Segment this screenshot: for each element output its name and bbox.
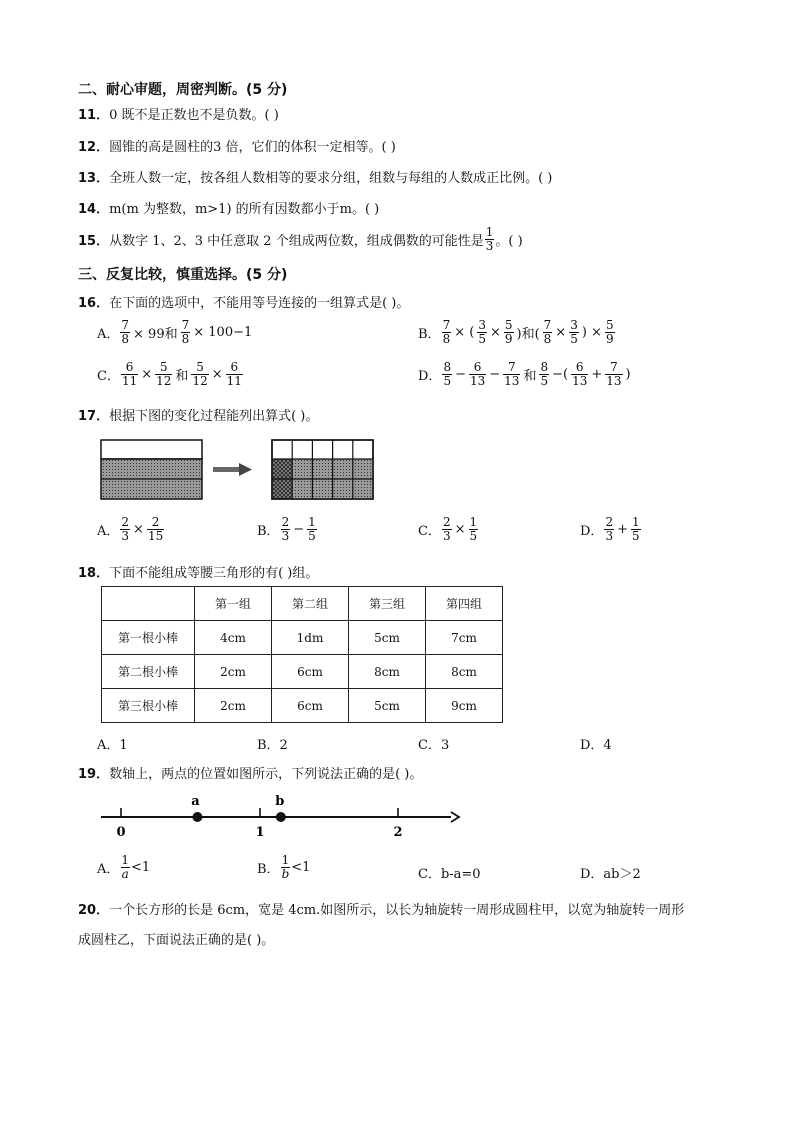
- option-19a[interactable]: A． $\frac{1}{a}$ <1: [97, 853, 151, 881]
- table-cell: 9cm: [426, 689, 503, 723]
- table-header: 第一组: [195, 587, 272, 621]
- question-number: 15．: [78, 234, 110, 249]
- option-19c[interactable]: C．b-a=0: [418, 867, 481, 882]
- table-cell: 8cm: [349, 655, 426, 689]
- option-18d[interactable]: D．4: [580, 738, 612, 753]
- question-number: 11．: [78, 108, 110, 123]
- arrow-icon: [213, 463, 252, 476]
- question-text: 一个长方形的长是 6cm，宽是 4cm.如图所示，以长为轴旋转一周形成圆柱甲，以宽为轴旋转一周形: [109, 903, 685, 918]
- point-a-label: a: [191, 794, 200, 809]
- table-cell: 1dm: [272, 621, 349, 655]
- option-18c[interactable]: C．3: [418, 738, 450, 753]
- fraction: $\frac{1}{3}$: [485, 225, 494, 253]
- tick-label-1: 1: [255, 825, 265, 840]
- question-text: 根据下图的变化过程能列出算式( )。: [109, 409, 319, 424]
- table-row: [102, 621, 503, 655]
- table-cell: 5cm: [349, 689, 426, 723]
- question-text: 下面不能组成等腰三角形的有( )组。: [109, 566, 319, 581]
- table-cell: 2cm: [195, 655, 272, 689]
- question-18: [78, 562, 318, 581]
- table-cell: [102, 587, 195, 621]
- question-16: [78, 292, 409, 311]
- question-text: 从数字 1、2、3 中任意取 2 个组成两位数，组成偶数的可能性是: [109, 234, 484, 249]
- table-cell: 5cm: [349, 621, 426, 655]
- question-text-end: 。( ): [495, 234, 523, 249]
- option-17a[interactable]: A． $\frac{2}{3}$ × $\frac{2}{15}$: [97, 515, 164, 543]
- question-text: 圆锥的高是圆柱的3 倍，它们的体积一定相等。( ): [109, 140, 396, 155]
- sticks-table: [101, 586, 503, 723]
- option-18a[interactable]: A．1: [97, 738, 128, 753]
- section-2-title: 二、耐心审题，周密判断。(5 分): [78, 82, 288, 98]
- question-20-line-1: [78, 899, 684, 918]
- question-text: 全班人数一定，按各组人数相等的要求分组，组数与每组的人数成正比例。( ): [109, 171, 553, 186]
- row-label: 第二根小棒: [102, 655, 195, 689]
- option-18b[interactable]: B．2: [257, 738, 288, 753]
- table-cell: 4cm: [195, 621, 272, 655]
- table-cell: 7cm: [426, 621, 503, 655]
- question-12: [78, 136, 396, 155]
- row-label: 第三根小棒: [102, 689, 195, 723]
- table-header: 第四组: [426, 587, 503, 621]
- table-header-row: [102, 587, 503, 621]
- number-line: [95, 788, 465, 844]
- question-number: 13．: [78, 171, 110, 186]
- option-17d[interactable]: D． $\frac{2}{3}$ + $\frac{1}{5}$: [580, 515, 640, 543]
- question-text: m(m 为整数，m>1) 的所有因数都小于m。( ): [109, 202, 380, 217]
- question-19: [78, 763, 422, 782]
- whole-rectangle: [101, 440, 202, 499]
- tick-label-2: 2: [393, 825, 403, 840]
- question-13: [78, 167, 552, 186]
- option-19b[interactable]: B． $\frac{1}{b}$ <1: [257, 853, 311, 881]
- fraction-diagram: [100, 439, 380, 501]
- question-text: 在下面的选项中，不能用等号连接的一组算式是( )。: [109, 296, 410, 311]
- table-cell: 6cm: [272, 655, 349, 689]
- question-number: 19．: [78, 767, 110, 782]
- question-number: 14．: [78, 202, 110, 217]
- question-text: 数轴上，两点的位置如图所示，下列说法正确的是( )。: [109, 767, 423, 782]
- table-row: [102, 655, 503, 689]
- axis-arrow-icon: [451, 812, 459, 822]
- option-16d[interactable]: D． $\frac{8}{5}$ − $\frac{6}{13}$ − $\frac{7}{13}$ 和 $\frac{8}{5}$ −( $\frac{6}{13}$ + $\frac{7}{13}$ ): [418, 360, 631, 388]
- option-17b[interactable]: B． $\frac{2}{3}$ − $\frac{1}{5}$: [257, 515, 316, 543]
- point-b-label: b: [275, 794, 285, 809]
- table-header: 第三组: [349, 587, 426, 621]
- question-number: 12．: [78, 140, 110, 155]
- row-label: 第一根小棒: [102, 621, 195, 655]
- question-number: 20．: [78, 903, 110, 918]
- question-20-line-2: 成圆柱乙，下面说法正确的是( )。: [78, 933, 275, 948]
- table-row: [102, 689, 503, 723]
- divided-rectangle: [272, 440, 373, 499]
- question-number: 18．: [78, 566, 110, 581]
- option-16b[interactable]: B． $\frac{7}{8}$ × ( $\frac{3}{5}$ × $\frac{5}{9}$ )和( $\frac{7}{8}$ × $\frac{3}{5}$ ) × $\frac{5}{9}$: [418, 318, 614, 346]
- question-text: 0 既不是正数也不是负数。( ): [109, 108, 279, 123]
- option-16a[interactable]: A． $\frac{7}{8}$ × 99和 $\frac{7}{8}$ × 100−1: [97, 318, 253, 346]
- question-number: 17．: [78, 409, 110, 424]
- tick-label-0: 0: [116, 825, 126, 840]
- table-cell: 8cm: [426, 655, 503, 689]
- question-17: [78, 405, 318, 424]
- section-3-title: 三、反复比较，慎重选择。(5 分): [78, 267, 288, 283]
- question-11: [78, 104, 279, 123]
- question-14: [78, 198, 379, 217]
- option-16c[interactable]: C． $\frac{6}{11}$ × $\frac{5}{12}$ 和 $\frac{5}{12}$ × $\frac{6}{11}$: [97, 360, 242, 388]
- point-a: [192, 812, 202, 822]
- table-cell: 2cm: [195, 689, 272, 723]
- point-b: [276, 812, 286, 822]
- table-cell: 6cm: [272, 689, 349, 723]
- table-header: 第二组: [272, 587, 349, 621]
- option-17c[interactable]: C． $\frac{2}{3}$ × $\frac{1}{5}$: [418, 515, 478, 543]
- question-15: [78, 226, 523, 253]
- question-number: 16．: [78, 296, 110, 311]
- option-19d[interactable]: D．ab＞2: [580, 867, 641, 882]
